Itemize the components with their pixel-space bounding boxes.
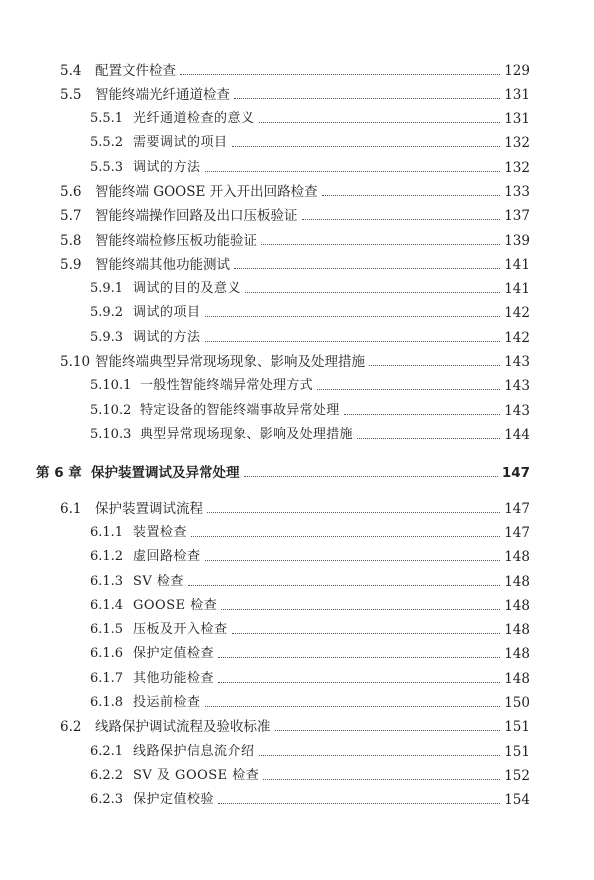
toc-entry-number: 5.5.3 xyxy=(90,160,124,175)
toc-entry-title: 虚回路检查 xyxy=(133,549,201,564)
toc-entry xyxy=(0,714,594,736)
toc-entry xyxy=(0,690,594,712)
toc-entry-page-number: 148 xyxy=(504,549,530,565)
toc-entry xyxy=(0,617,594,639)
toc-entry-number: 5.6 xyxy=(60,184,82,200)
toc-entry-page-number: 148 xyxy=(504,671,530,687)
toc-entry xyxy=(0,179,594,201)
toc-entry xyxy=(0,496,594,518)
toc-entry-number: 5.8 xyxy=(60,233,82,249)
dot-leader xyxy=(232,146,501,147)
toc-entry xyxy=(0,58,594,80)
toc-entry-number: 6.2.2 xyxy=(90,768,124,783)
toc-entry xyxy=(0,130,594,152)
toc-entry-title: 特定设备的智能终端事故异常处理 xyxy=(140,403,340,418)
toc-entry-page-number: 131 xyxy=(504,87,530,103)
toc-entry-title: 保护装置调试及异常处理 xyxy=(91,465,240,481)
dot-leader xyxy=(218,803,500,804)
toc-entry xyxy=(0,520,594,542)
toc-entry-title: 调试的方法 xyxy=(133,160,201,175)
toc-entry-page-number: 148 xyxy=(504,622,530,638)
toc-entry-title: 智能终端典型异常现场现象、影响及处理措施 xyxy=(95,354,365,370)
toc-entry xyxy=(0,422,594,444)
dot-leader xyxy=(205,560,501,561)
toc-entry-title: 保护定值检查 xyxy=(133,646,215,661)
toc-entry-number: 5.7 xyxy=(60,208,82,224)
toc-entry-page-number: 148 xyxy=(504,574,530,590)
toc-entry-title: 保护定值校验 xyxy=(133,792,215,807)
toc-entry-title: 光纤通道检查的意义 xyxy=(133,111,255,126)
dot-leader xyxy=(369,365,500,366)
toc-entry-title: 一般性智能终端异常处理方式 xyxy=(140,378,313,393)
toc-entry-title: 压板及开入检查 xyxy=(133,622,228,637)
toc-entry xyxy=(0,641,594,663)
toc-entry xyxy=(0,593,594,615)
toc-entry-title: 线路保护调试流程及验收标准 xyxy=(95,719,271,735)
dot-leader xyxy=(205,706,501,707)
toc-entry-title: 智能终端其他功能测试 xyxy=(95,257,230,273)
toc-entry-title: 装置检查 xyxy=(133,525,188,540)
toc-entry-number: 第 6 章 xyxy=(36,465,82,481)
toc-entry-number: 6.1.8 xyxy=(90,695,124,710)
dot-leader xyxy=(317,389,500,390)
toc-entry-number: 6.2.3 xyxy=(90,792,124,807)
toc-entry-page-number: 141 xyxy=(504,281,530,297)
toc-entry-title: 调试的项目 xyxy=(133,305,201,320)
toc-entry-title: 配置文件检查 xyxy=(95,63,176,79)
toc-entry xyxy=(0,300,594,322)
toc-entry-page-number: 147 xyxy=(501,465,530,481)
toc-entry-number: 5.9 xyxy=(60,257,82,273)
dot-leader xyxy=(234,268,500,269)
dot-leader xyxy=(218,682,500,683)
toc-entry-number: 5.10.2 xyxy=(90,403,132,418)
toc-entry-title: GOOSE 检查 xyxy=(133,598,218,613)
toc-entry-page-number: 139 xyxy=(504,233,530,249)
toc-entry-number: 5.9.3 xyxy=(90,330,124,345)
toc-entry-title: 典型异常现场现象、影响及处理措施 xyxy=(140,427,353,442)
dot-leader xyxy=(322,195,501,196)
toc-entry-number: 6.1.1 xyxy=(90,525,124,540)
toc-entry-number: 6.1 xyxy=(60,501,82,517)
toc-entry-title: 需要调试的项目 xyxy=(133,135,228,150)
dot-leader xyxy=(259,755,501,756)
toc-entry xyxy=(0,739,594,761)
toc-entry xyxy=(0,373,594,395)
toc-entry-number: 5.4 xyxy=(60,63,82,79)
dot-leader xyxy=(244,476,498,477)
toc-entry-page-number: 131 xyxy=(504,111,530,127)
toc-entry xyxy=(0,203,594,225)
toc-entry-number: 5.9.2 xyxy=(90,305,124,320)
toc-entry-title: 智能终端 GOOSE 开入开出回路检查 xyxy=(95,184,318,200)
toc-entry-number: 6.1.3 xyxy=(90,574,124,589)
toc-entry-number: 5.10 xyxy=(60,354,91,370)
toc-entry-number: 6.1.4 xyxy=(90,598,124,613)
toc-entry-title: 投运前检查 xyxy=(133,695,201,710)
toc-entry xyxy=(0,349,594,371)
toc-entry-title: 调试的方法 xyxy=(133,330,201,345)
toc-entry-title: 智能终端检修压板功能验证 xyxy=(95,233,257,249)
toc-entry-page-number: 154 xyxy=(504,792,530,808)
toc-entry-number: 5.5.2 xyxy=(90,135,124,150)
toc-entry-number: 5.5 xyxy=(60,87,82,103)
toc-entry-title: 智能终端操作回路及出口压板验证 xyxy=(95,208,298,224)
toc-entry-page-number: 141 xyxy=(504,257,530,273)
toc-entry-title: SV 检查 xyxy=(133,574,184,589)
dot-leader xyxy=(180,74,500,75)
dot-leader xyxy=(302,219,501,220)
toc-entry-page-number: 143 xyxy=(504,354,530,370)
toc-entry-title: SV 及 GOOSE 检查 xyxy=(133,768,260,783)
toc-entry-number: 5.10.1 xyxy=(90,378,132,393)
dot-leader xyxy=(263,779,500,780)
toc-entry-page-number: 132 xyxy=(504,135,530,151)
toc-entry-title: 智能终端光纤通道检查 xyxy=(95,87,230,103)
toc-entry-page-number: 147 xyxy=(504,525,530,541)
toc-entry-page-number: 133 xyxy=(504,184,530,200)
toc-entry-number: 5.10.3 xyxy=(90,427,132,442)
toc-entry-title: 调试的目的及意义 xyxy=(133,281,242,296)
toc-entry-title: 其他功能检查 xyxy=(133,671,215,686)
toc-entry xyxy=(0,82,594,104)
dot-leader xyxy=(344,414,501,415)
toc-entry xyxy=(0,106,594,128)
dot-leader xyxy=(221,609,500,610)
toc-entry xyxy=(0,763,594,785)
dot-leader xyxy=(234,98,500,99)
toc-entry-page-number: 143 xyxy=(504,403,530,419)
toc-entry xyxy=(0,569,594,591)
dot-leader xyxy=(205,316,501,317)
toc-entry-number: 6.2 xyxy=(60,719,82,735)
toc-entry xyxy=(0,666,594,688)
toc-entry xyxy=(0,544,594,566)
dot-leader xyxy=(191,536,500,537)
toc-entry xyxy=(0,398,594,420)
toc-entry-page-number: 152 xyxy=(504,768,530,784)
toc-entry-number: 6.1.7 xyxy=(90,671,124,686)
dot-leader xyxy=(218,657,500,658)
toc-entry-page-number: 142 xyxy=(504,305,530,321)
dot-leader xyxy=(205,171,501,172)
toc-chapter-entry xyxy=(0,460,594,482)
dot-leader xyxy=(232,633,501,634)
toc-entry-page-number: 143 xyxy=(504,378,530,394)
toc-entry-page-number: 148 xyxy=(504,646,530,662)
toc-entry-page-number: 142 xyxy=(504,330,530,346)
dot-leader xyxy=(275,730,501,731)
toc-entry-title: 线路保护信息流介绍 xyxy=(133,744,255,759)
toc-entry-number: 6.2.1 xyxy=(90,744,124,759)
toc-entry xyxy=(0,787,594,809)
dot-leader xyxy=(261,244,500,245)
toc-entry-page-number: 148 xyxy=(504,598,530,614)
toc-entry-page-number: 132 xyxy=(504,160,530,176)
dot-leader xyxy=(259,122,501,123)
toc-entry xyxy=(0,228,594,250)
toc-entry-page-number: 150 xyxy=(504,695,530,711)
toc-entry-number: 6.1.6 xyxy=(90,646,124,661)
toc-entry-page-number: 151 xyxy=(504,719,530,735)
toc-entry-page-number: 151 xyxy=(504,744,530,760)
toc-entry-page-number: 129 xyxy=(504,63,530,79)
toc-entry-page-number: 137 xyxy=(504,208,530,224)
toc-entry-page-number: 147 xyxy=(504,501,530,517)
toc-entry xyxy=(0,155,594,177)
toc-entry xyxy=(0,276,594,298)
dot-leader xyxy=(188,585,500,586)
toc-entry-number: 5.9.1 xyxy=(90,281,124,296)
dot-leader xyxy=(245,292,500,293)
toc-entry-number: 6.1.5 xyxy=(90,622,124,637)
toc-entry-page-number: 144 xyxy=(504,427,530,443)
toc-entry-number: 6.1.2 xyxy=(90,549,124,564)
dot-leader xyxy=(207,512,500,513)
dot-leader xyxy=(205,341,501,342)
toc-entry xyxy=(0,325,594,347)
dot-leader xyxy=(357,438,500,439)
toc-entry-title: 保护装置调试流程 xyxy=(95,501,203,517)
toc-entry-number: 5.5.1 xyxy=(90,111,124,126)
toc-entry xyxy=(0,252,594,274)
